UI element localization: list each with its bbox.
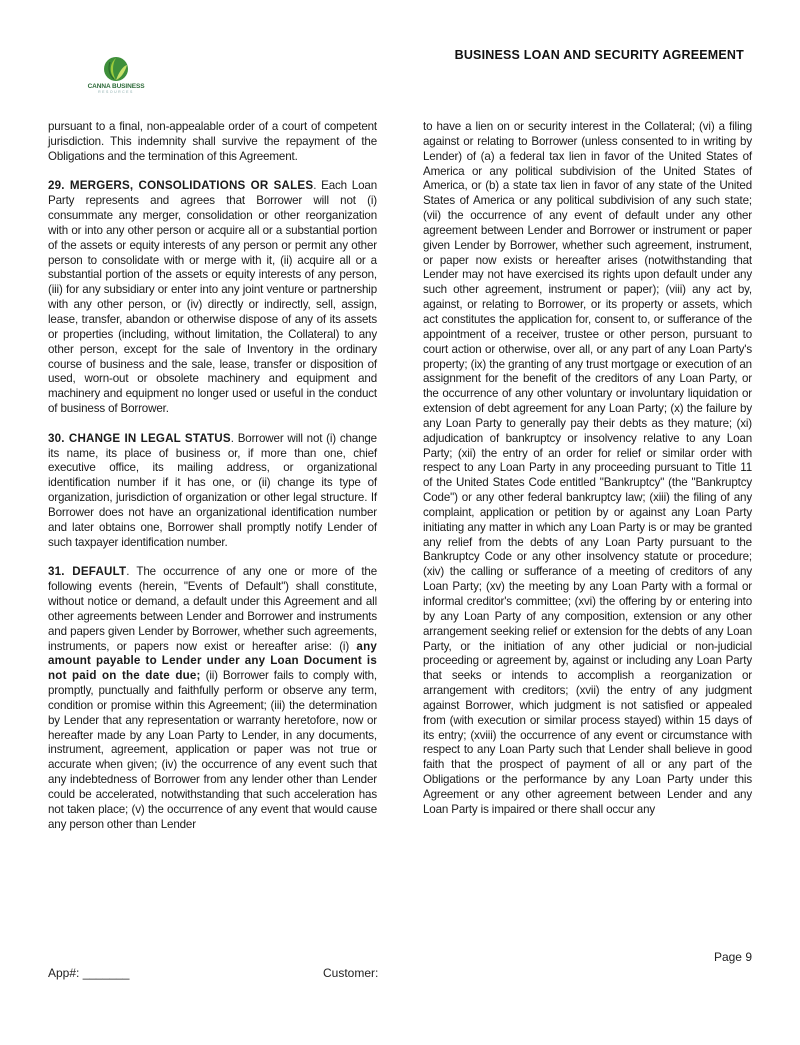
logo-text: CANNA BUSINESS (87, 83, 145, 90)
section-31-continuation: to have a lien on or security interest in the Collateral; (vi) a filing against or relating to Borrower (unless consented to in writing by Lender) of (a) a federal tax lien in favor of the United States of America or any political subdivision of the United States of America, or (b) a state tax lien in favor of any state of the United States of America or any political subdivision of any such state; (vii) the occurrence of any event of default under any other agreement between Lender and Borrower or instrument or paper given Lender by Borrower, whether such agreement, instrument, or paper now exists or hereafter arises (notwithstanding that Lender may not have exercised its rights upon default under any such other agreement, instrument or paper); (viii) any act by, against, or relating to Borrower, or its property or assets, which act constitutes the application for, consent to, or sufferance of the appointment of a receiver, trustee or other person, pursuant to court action or otherwise, over all, or any part of any Loan Party's property; (ix) the granting of any trust mortgage or execution of an assignment for the benefit of the creditors of any Loan Party, or the occurrence of any other voluntary or involuntary liquidation or extension of debt agreement for any Loan Party; (x) the failure by any Loan Party to generally pay their debts as they mature; (xi) adjudication of bankruptcy or insolvency relative to any Loan Party; (xii) the entry of an order for relief or similar order with respect to any Loan Party in any proceeding pursuant to Title 11 of the United States Code entitled "Bankruptcy" (the "Bankruptcy Code") or any other federal bankruptcy law; (xiii) the filing of any complaint, application or petition by or against any Loan Party initiating any matter in which any Loan Party is or may be granted any relief from the debts of any Loan Party pursuant to the Bankruptcy Code or any other insolvency statute or procedure; (xiv) the calling or sufferance of a meeting of creditors of any Loan Party; (xv) the meeting by any Loan Party with a formal or informal creditor's committee; (xvi) the offering by or entering into by any Loan Party of any composition, extension or any other arrangement seeking relief or extension for the debts of any Loan Party, or the initiation of any other judicial or non-judicial proceeding or agreement by, against or including any Loan Party that seeks or intends to accomplish a reorganization or arrangement with creditors; (xvii) the entry of any judgment against Borrower, which judgment is not satisfied or appealed from (with execution or similar process stayed) within 15 days of its entry; (xviii) the occurrence of any event or circumstance with respect to any Loan Party such that Lender shall believe in good faith that the prospect of payment of all or any part of the Obligations or the performance by any Loan Party under this Agreement or any other agreement between Lender and any Loan Party is impaired or there shall occur any (423, 120, 752, 816)
section-29-body: . Each Loan Party represents and agrees that Borrower will not (i) consummate any merger, consolidation or other reorganization with or into any other person or acquire all or a substantial portion of the assets or equity interests of any person or permit any other person to consolidate with or merge with it, (ii) acquire all or a substantial portion of the assets or equity interests of any person, (iii) for any subsidiary or enter into any joint venture or partnership with any other person, or (iv) directly or indirectly, sell, assign, lease, transfer, abandon or otherwise dispose of any of its assets or properties (including, without limitation, the Collateral) to any other person, except for the sale of Inventory in the ordinary course of business and the sale, lease, transfer or disposition of used, worn-out or obsolete machinery and equipment and machinery and equipment no longer used or useful in the conduct of business of Borrower. (48, 179, 377, 416)
section-30-heading: 30. CHANGE IN LEGAL STATUS (48, 431, 231, 445)
company-logo (84, 56, 148, 94)
section-31 (48, 565, 377, 832)
page-number: Page 9 (713, 950, 752, 964)
leaf-logo-icon (103, 56, 129, 82)
section-31-bold-clause: any amount payable to Lender under any Loan Document is not paid on the date due; (48, 639, 377, 683)
section-31-body-b: (ii) Borrower fails to comply with, promptly, punctually and faithfully perform or observe any term, condition or promise within this Agreement; (iii) the determination by Lender that any representation or warranty heretofore, now or hereafter made by any Loan Party to Lender, in any documents, instrument, agreement, application or paper was not true or accurate when given; (iv) the occurrence of any event such that any indebtedness of Borrower from any lender other than Lender could be accelerated, notwithstanding that such acceleration has not taken place; (v) the occurrence of any event that would cause any person other than Lender (48, 669, 377, 831)
section-31-body-a: . The occurrence of any one or more of the following events (herein, "Events of Default") shall constitute, without notice or demand, a default under this Agreement and all other agreements between Lender and Borrower and instruments and papers given Lender by Borrower, whether such agreements, instruments, or papers now exist or hereafter arise: (i) (48, 565, 377, 653)
app-number-field: App#: _______ (48, 966, 130, 980)
document-title: BUSINESS LOAN AND SECURITY AGREEMENT (454, 48, 744, 62)
logo-subtext: RESOURCES (98, 90, 134, 94)
section-31-heading: 31. DEFAULT (48, 565, 127, 579)
customer-field: Customer: (323, 966, 379, 980)
paragraph-indemnity-continuation: pursuant to a final, non-appealable order of a court of competent jurisdiction. This indemnity shall survive the repayment of the Obligations and the termination of this Agreement. (48, 120, 377, 163)
left-column (48, 120, 377, 847)
section-29-heading: 29. MERGERS, CONSOLIDATIONS OR SALES (48, 179, 314, 193)
section-29 (48, 179, 377, 417)
right-column (423, 120, 752, 833)
section-30 (48, 432, 377, 551)
section-30-body: . Borrower will not (i) change its name, its place of business or, if more than one, chief executive office, its mailing address, or organizational identification number if it has one, or (ii) change its type of organization, jurisdiction of organization or other legal structure. If Borrower does not have an organizational identification number and later obtains one, Borrower shall promptly notify Lender of such taxpayer identification number. (48, 431, 377, 549)
